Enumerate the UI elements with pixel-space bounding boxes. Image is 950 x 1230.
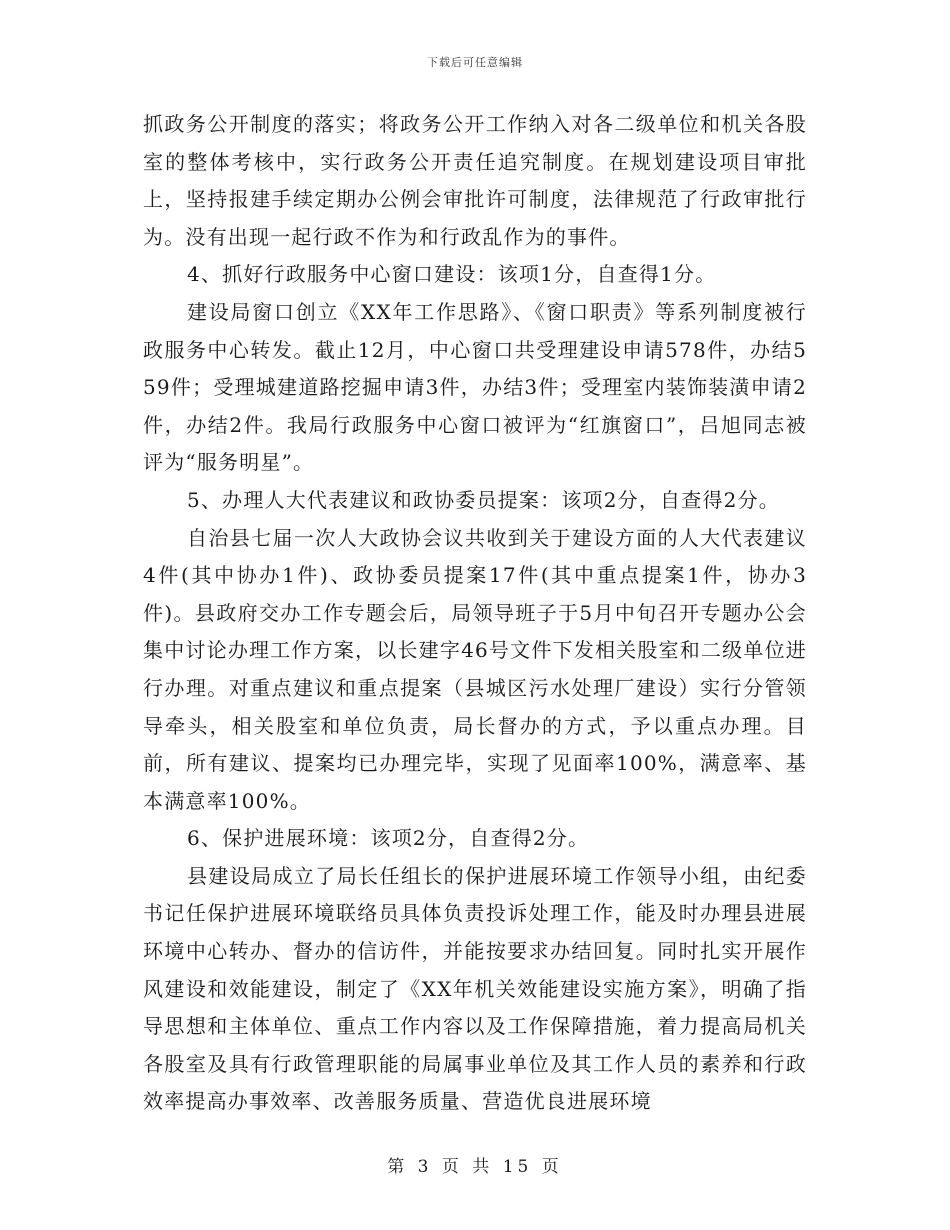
paragraph-service-window: 建设局窗口创立《XX年工作思路》、《窗口职责》等系列制度被行政服务中心转发。截止12月，中心窗口共受理建设申请578件，办结559件；受理城建道路挖掘申请3件，办结3件；受理室内装饰装潢申请2件，办结2件。我局行政服务中心窗口被评为“红旗窗口”，吕旭同志被评为“服务明星”。 — [143, 299, 807, 475]
paragraph-proposals: 自治县七届一次人大政协会议共收到关于建设方面的人大代表建议4件(其中协办1件)、政协委员提案17件(其中重点提案1件，协办3件)。县政府交办工作专题会后，局领导班子于5月中旬召开专题办公会集中讨论办理工作方案，以长建字46号文件下发相关股室和二级单位进行办理。对重点建议和重点提案（县城区污水处理厂建设）实行分管领导牵头，相关股室和单位负责，局长督办的方式，予以重点办理。目前，所有建议、提案均已办理完毕，实现了见面率100%，满意率、基本满意率100%。 — [143, 525, 807, 813]
paragraph-environment: 县建设局成立了局长任组长的保护进展环境工作领导小组，由纪委书记任保护进展环境联络员具体负责投诉处理工作，能及时办理县进展环境中心转办、督办的信访件，并能按要求办结回复。同时扎实开展作风建设和效能建设，制定了《XX年机关效能建设实施方案》，明确了指导思想和主体单位、重点工作内容以及工作保障措施，着力提高局机关各股室及具有行政管理职能的局属事业单位及其工作人员的素养和行政效率提高办事效率、改善服务质量、营造优良进展环境 — [143, 863, 807, 1114]
paragraph-administrative-openness: 抓政务公开制度的落实；将政务公开工作纳入对各二级单位和机关各股室的整体考核中，实行政务公开责任追究制度。在规划建设项目审批上，坚持报建手续定期办公例会审批许可制度，法律规范了行政审批行为。没有出现一起行政不作为和行政乱作为的事件。 — [143, 112, 807, 249]
section-heading-environment: 6、保护进展环境：该项2分，自查得2分。 — [187, 826, 590, 851]
section-heading-service-window: 4、抓好行政服务中心窗口建设：该项1分，自查得1分。 — [187, 262, 717, 287]
page-footer-page-number: 第 3 页 共 15 页 — [387, 1157, 563, 1177]
page-header: 下载后可任意编辑 — [427, 56, 523, 69]
section-heading-proposals: 5、办理人大代表建议和政协委员提案：该项2分，自查得2分。 — [187, 487, 780, 512]
document-body — [143, 106, 807, 1121]
